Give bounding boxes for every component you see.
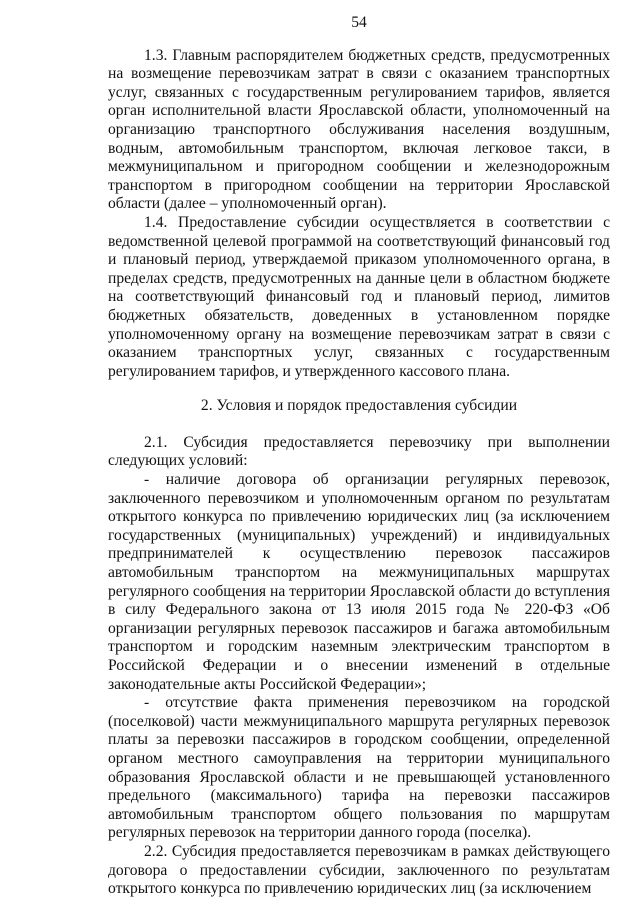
- paragraph-2-1: 2.1. Субсидия предоставляется перевозчику при выполнении следующих условий:: [108, 433, 610, 470]
- paragraph-1-3: 1.3. Главным распорядителем бюджетных средств, предусмотренных на возмещение перевозчикам затрат в связи с оказанием транспортных услуг, связанных с государственным регулированием тарифов, является орган исполнительной власти Ярославской области, уполномоченный на организацию транспортного обслуживания населения воздушным, водным, автомобильным транспортом, включая легковое такси, в межмуниципальном и пригородном сообщении и железнодорожным транспортом в пригородном сообщении на территории Ярославской области (далее – уполномоченный орган).: [108, 46, 610, 213]
- page-number: 54: [351, 14, 367, 31]
- section-heading: 2. Условия и порядок предоставления субсидии: [200, 397, 518, 415]
- paragraph-2-2: 2.2. Субсидия предоставляется перевозчикам в рамках действующего договора о предоставлении субсидии, заключенного по результатам открытого конкурса по привлечению юридических лиц (за исключением: [108, 842, 610, 898]
- list-item-condition-fare: - отсутствие факта применения перевозчиком на городской (поселковой) части межмуниципального маршрута регулярных перевозок платы за перевозки пассажиров в городском сообщении, определенной органом местного самоуправления на территории муниципального образования Ярославской области и не превышающей установленного предельного (максимального) тарифа на перевозки пассажиров автомобильным транспортом общего пользования по маршрутам регулярных перевозок на территории данного города (поселка).: [108, 694, 610, 842]
- list-item-condition-contract: - наличие договора об организации регулярных перевозок, заключенного перевозчиком и уполномоченным органом по результатам открытого конкурса по привлечению юридических лиц (за исключением государственных (муниципальных) учреждений) и индивидуальных предпринимателей к осуществлению перевозок пассажиров автомобильным транспортом на межмуниципальных маршрутах регулярного сообщения на территории Ярославской области до вступления в силу Федерального закона от 13 июля 2015 года № 220-ФЗ «Об организации регулярных перевозок пассажиров и багажа автомобильным транспортом и городским наземным электрическим транспортом в Российской Федерации и о внесении изменений в отдельные законодательные акты Российской Федерации»;: [108, 471, 610, 693]
- paragraph-1-4: 1.4. Предоставление субсидии осуществляется в соответствии с ведомственной целевой программой на соответствующий финансовый год и плановый период, утверждаемой приказом уполномоченного органа, в пределах средств, предусмотренных на данные цели в областном бюджете на соответствующий финансовый год и плановый период, лимитов бюджетных обязательств, доведенных в установленном порядке уполномоченному органу на возмещение перевозчикам затрат в связи с оказанием транспортных услуг, связанных с государственным регулированием тарифов, и утвержденного кассового плана.: [108, 213, 610, 380]
- document-page: [108, 14, 610, 899]
